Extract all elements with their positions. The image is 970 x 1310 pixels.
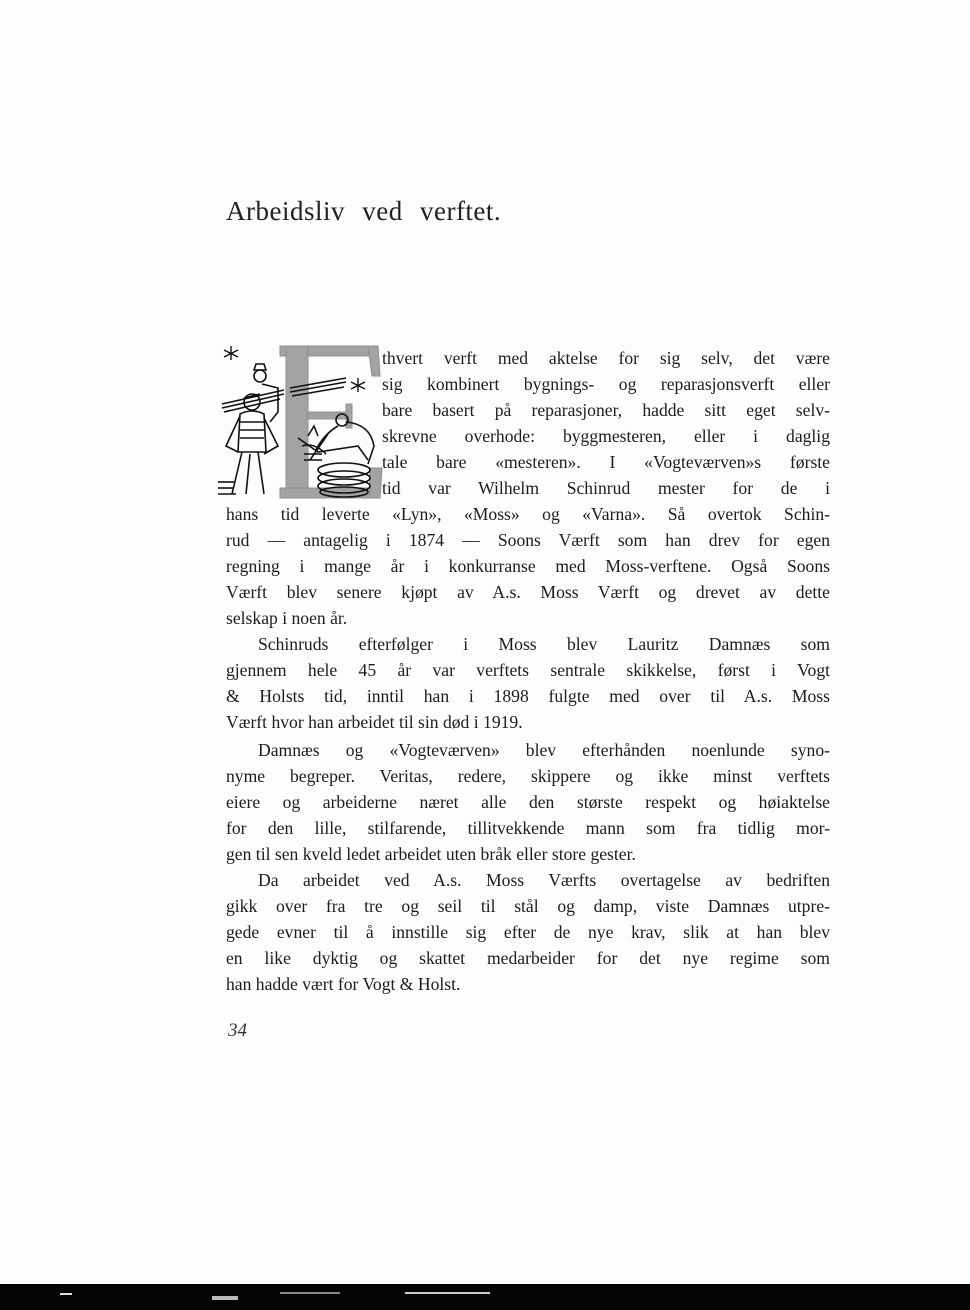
text-line: skrevne overhode: byggmesteren, eller i daglig: [382, 426, 830, 446]
text-line: sig kombinert bygnings- og reparasjonsverft eller: [382, 374, 830, 394]
scan-bottom-edge: [0, 1284, 970, 1310]
worker-coiling-rope-illustration: [298, 414, 374, 497]
text-line: rud — antagelig i 1874 — Soons Værft som han drev for egen: [226, 530, 830, 550]
page-number: 34: [228, 1020, 247, 1041]
text-line: gikk over fra tre og seil til stål og damp, viste Damnæs utpre-: [226, 896, 830, 916]
text-line: gen til sen kveld ledet arbeidet uten bråk eller store gester.: [226, 844, 636, 864]
decorated-initial-illustration: [218, 342, 386, 502]
chapter-heading: Arbeidsliv ved verftet.: [226, 196, 502, 226]
text-line: en like dyktig og skattet medarbeider for det nye regime som: [226, 948, 830, 968]
text-line: Værft blev senere kjøpt av A.s. Moss Værft og drevet av dette: [226, 582, 830, 602]
star-icon: [351, 378, 365, 392]
text-line: han hadde vært for Vogt & Holst.: [226, 974, 461, 994]
text-line: Schinruds efterfølger i Moss blev Lauritz Damnæs som: [258, 634, 830, 654]
text-line: & Holsts tid, inntil han i 1898 fulgte med over til A.s. Moss: [226, 686, 830, 706]
star-icon: [224, 346, 238, 360]
text-line: for den lille, stilfarende, tillitvekkende mann som fra tidlig mor-: [226, 818, 830, 838]
text-line: selskap i noen år.: [226, 608, 348, 628]
text-line: bare basert på reparasjoner, hadde sitt eget selv-: [382, 400, 830, 420]
text-line: Da arbeidet ved A.s. Moss Værfts overtagelse av bedriften: [258, 870, 830, 890]
text-line: gede evner til å innstille sig efter de nye krav, slik at han blev: [226, 922, 830, 942]
text-line: hans tid leverte «Lyn», «Moss» og «Varna». Så overtok Schin-: [226, 504, 830, 524]
text-line: Værft hvor han arbeidet til sin død i 1919.: [226, 712, 523, 732]
text-line: tale bare «mesteren». I «Vogteværven»s første: [382, 452, 830, 472]
text-line: eiere og arbeiderne næret alle den største respekt og høiaktelse: [226, 792, 830, 812]
text-line: nyme begreper. Veritas, redere, skippere og ikke minst verftets: [226, 766, 830, 786]
text-line: tid var Wilhelm Schinrud mester for de i: [382, 478, 830, 498]
text-line: thvert verft med aktelse for sig selv, det være: [382, 348, 830, 368]
text-line: gjennem hele 45 år var verftets sentrale skikkelse, først i Vogt: [226, 660, 830, 680]
text-line: regning i mange år i konkurranse med Moss-verftene. Også Soons: [226, 556, 830, 576]
text-line: Damnæs og «Vogteværven» blev efterhånden noenlunde syno-: [258, 740, 830, 760]
